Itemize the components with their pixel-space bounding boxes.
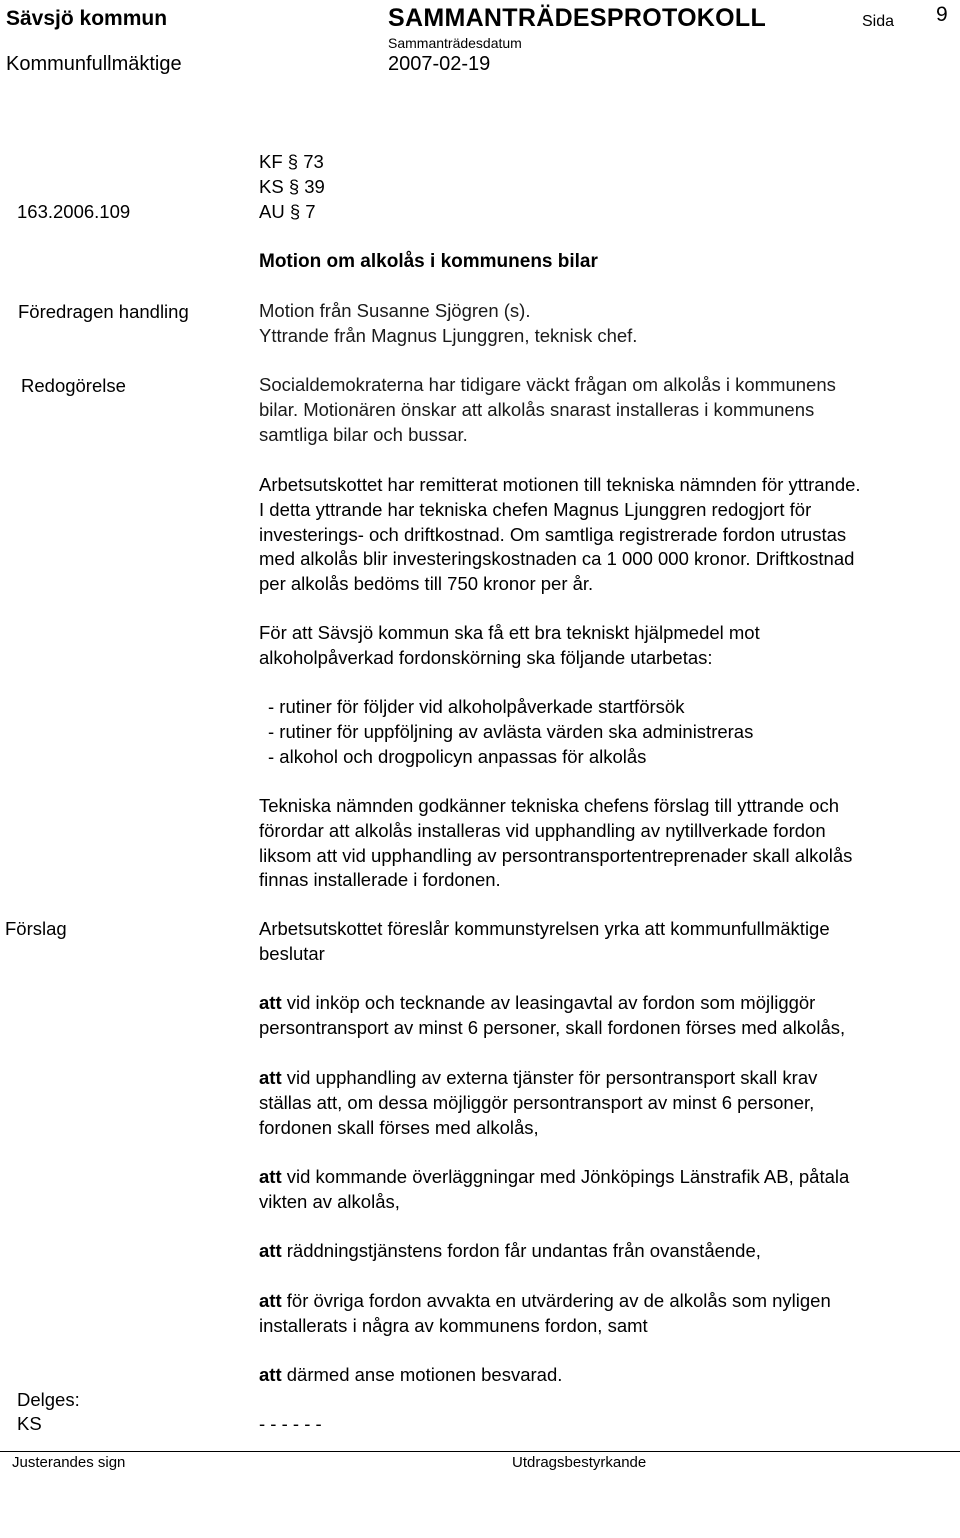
page-number: 9 bbox=[936, 3, 948, 26]
page-label: Sida bbox=[862, 13, 895, 30]
text-line: investerings- och driftkostnad. Om samtliga registrerade fordon utrustas bbox=[259, 523, 847, 545]
bullet-item: - rutiner för uppföljning av avlästa värden ska administreras bbox=[268, 720, 754, 742]
text-line: För att Sävsjö kommun ska få ett bra tekniskt hjälpmedel mot bbox=[259, 622, 760, 643]
diary-number: 163.2006.109 bbox=[17, 201, 131, 222]
text-line: per alkolås bedöms till 750 kronor per år. bbox=[259, 573, 594, 595]
ref-kf: KF § 73 bbox=[259, 151, 324, 172]
footer-justerandes-sign: Justerandes sign bbox=[12, 1454, 126, 1471]
att-keyword: att bbox=[259, 992, 282, 1013]
text-line: därmed anse motionen besvarad. bbox=[281, 1364, 563, 1385]
text-line: vid upphandling av externa tjänster för persontransport skall krav bbox=[281, 1067, 818, 1088]
att-keyword: att bbox=[259, 1290, 282, 1311]
att-keyword: att bbox=[259, 1166, 282, 1187]
text-line: förordar att alkolås installeras vid upphandling av nytillverkade fordon bbox=[259, 819, 826, 841]
att-keyword: att bbox=[259, 1240, 282, 1261]
section-heading: Motion om alkolås i kommunens bilar bbox=[259, 251, 598, 272]
text-line: vid kommande överläggningar med Jönköpings Länstrafik AB, påtala bbox=[281, 1166, 850, 1187]
text-line: installerats i några av kommunens fordon, samt bbox=[259, 1314, 648, 1336]
text-line: Arbetsutskottet föreslår kommunstyrelsen yrka att kommunfullmäktige bbox=[259, 918, 830, 939]
att-item-3 bbox=[259, 1165, 959, 1215]
footer-divider bbox=[0, 1451, 960, 1452]
label-documents: Föredragen handling bbox=[18, 301, 189, 322]
text-line: fordonen skall förses med alkolås, bbox=[259, 1116, 539, 1138]
account-paragraph-3 bbox=[259, 621, 959, 671]
label-distributed-to: Delges: bbox=[17, 1389, 80, 1410]
att-item-4 bbox=[259, 1239, 959, 1264]
text-line: för övriga fordon avvakta en utvärdering av de alkolås som nyligen bbox=[281, 1290, 831, 1311]
document-item: Motion från Susanne Sjögren (s). bbox=[259, 300, 531, 321]
text-line: persontransport av minst 6 personer, skall fordonen förses med alkolås, bbox=[259, 1016, 846, 1038]
text-line: alkoholpåverkad fordonskörning ska följande utarbetas: bbox=[259, 646, 713, 668]
text-line: beslutar bbox=[259, 942, 325, 964]
text-line: vid inköp och tecknande av leasingavtal av fordon som möjliggör bbox=[281, 992, 816, 1013]
att-keyword: att bbox=[259, 1364, 282, 1385]
committee-paragraph bbox=[259, 794, 959, 893]
text-line: vikten av alkolås, bbox=[259, 1190, 400, 1212]
ref-au: AU § 7 bbox=[259, 201, 316, 222]
documents-list bbox=[259, 299, 959, 349]
text-line: bilar. Motionären önskar att alkolås snarast installeras i kommunens bbox=[259, 398, 815, 420]
text-line: Tekniska nämnden godkänner tekniska chefens förslag till yttrande och bbox=[259, 795, 840, 816]
account-paragraph-2 bbox=[259, 473, 959, 597]
bullet-item: - rutiner för följder vid alkoholpåverkade startförsök bbox=[268, 696, 685, 717]
text-line: samtliga bilar och bussar. bbox=[259, 423, 468, 445]
text-line: räddningstjänstens fordon får undantas från ovanstående, bbox=[281, 1240, 761, 1261]
distributed-ks: KS bbox=[17, 1413, 42, 1434]
label-account: Redogörelse bbox=[21, 375, 126, 396]
meeting-date-label: Sammanträdesdatum bbox=[388, 35, 522, 51]
att-item-5 bbox=[259, 1289, 959, 1339]
body-name: Kommunfullmäktige bbox=[6, 53, 182, 75]
footer-utdragsbestyrkande: Utdragsbestyrkande bbox=[512, 1454, 647, 1471]
text-line: Socialdemokraterna har tidigare väckt frågan om alkolås i kommunens bbox=[259, 374, 836, 395]
att-item-6 bbox=[259, 1363, 959, 1388]
bullet-list bbox=[268, 695, 960, 769]
text-line: finnas installerade i fordonen. bbox=[259, 869, 501, 891]
document-item: Yttrande från Magnus Ljunggren, teknisk chef. bbox=[259, 324, 638, 346]
account-paragraph-1 bbox=[259, 373, 959, 447]
text-line: Arbetsutskottet har remitterat motionen till tekniska nämnden för yttrande. bbox=[259, 474, 861, 495]
meeting-date: 2007-02-19 bbox=[388, 53, 491, 75]
att-item-1 bbox=[259, 991, 959, 1041]
label-proposal: Förslag bbox=[5, 918, 67, 939]
text-line: med alkolås blir investeringskostnaden ca 1 000 000 kronor. Driftkostnad bbox=[259, 548, 855, 570]
ref-ks: KS § 39 bbox=[259, 176, 325, 197]
text-line: liksom att vid upphandling av persontransportentreprenader skall alkolås bbox=[259, 844, 853, 866]
text-line: I detta yttrande har tekniska chefen Magnus Ljunggren redogjort för bbox=[259, 498, 812, 520]
end-dashes: - - - - - - bbox=[259, 1413, 322, 1434]
proposal-intro bbox=[259, 917, 959, 967]
bullet-item: - alkohol och drogpolicyn anpassas för alkolås bbox=[268, 745, 647, 767]
att-keyword: att bbox=[259, 1067, 282, 1088]
municipality-name: Sävsjö kommun bbox=[6, 7, 168, 30]
att-item-2 bbox=[259, 1066, 959, 1140]
document-title: SAMMANTRÄDESPROTOKOLL bbox=[388, 4, 767, 32]
text-line: ställas att, om dessa möjliggör persontransport av minst 6 personer, bbox=[259, 1091, 815, 1113]
